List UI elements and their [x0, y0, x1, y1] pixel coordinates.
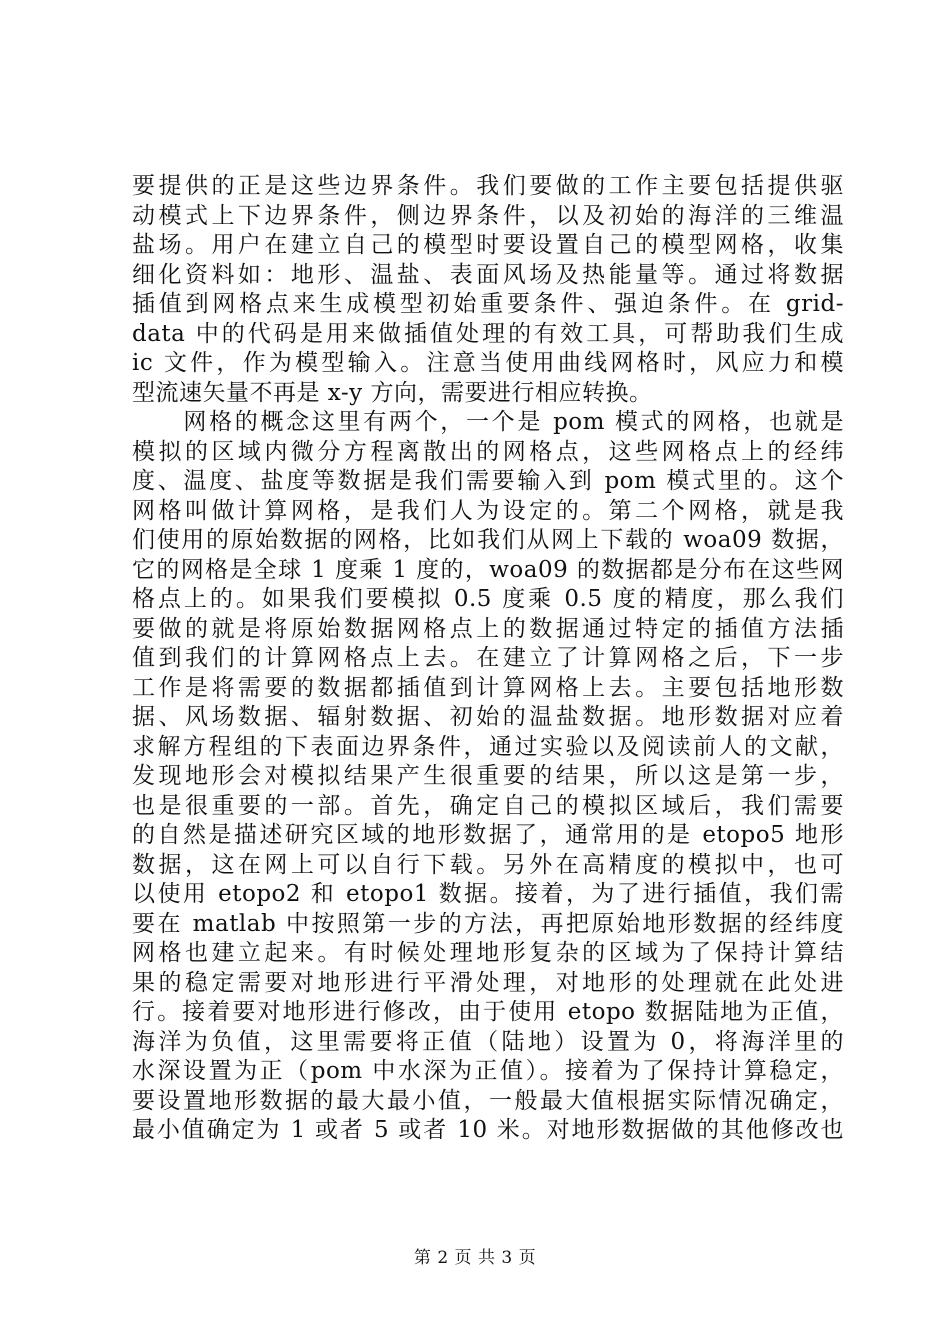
text-line: 度、温度、盐度等数据是我们需要输入到 pom 模式里的。这个	[132, 468, 844, 494]
text-line: 细化资料如：地形、温盐、表面风场及热能量等。通过将数据	[132, 261, 844, 288]
text-line: 格点上的。如果我们要模拟 0.5 度乘 0.5 度的精度，那么我们	[132, 586, 844, 612]
paragraph-1	[132, 172, 844, 408]
text-line: 们使用的原始数据的网格，比如我们从网上下载的 woa09 数据，	[132, 527, 844, 553]
text-line: 动模式上下边界条件，侧边界条件，以及初始的海洋的三维温	[132, 202, 844, 229]
text-line: 要做的就是将原始数据网格点上的数据通过特定的插值方法插	[132, 615, 844, 642]
text-line: 以使用 etopo2 和 etopo1 数据。接着，为了进行插值，我们需	[132, 881, 844, 907]
text-line: 行。接着要对地形进行修改，由于使用 etopo 数据陆地为正值，	[132, 999, 844, 1025]
text-line: 也是很重要的一部。首先，确定自己的模拟区域后，我们需要	[132, 792, 844, 819]
text-line: 型流速矢量不再是 x-y 方向，需要进行相应转换。	[132, 379, 653, 406]
page-body	[132, 172, 844, 1146]
text-line: 值到我们的计算网格点上去。在建立了计算网格之后，下一步	[132, 645, 844, 671]
page-number-footer: 第 2 页 共 3 页	[413, 1248, 537, 1268]
paragraph-2	[132, 408, 844, 1146]
text-line: 数据，这在网上可以自行下载。另外在高精度的模拟中，也可	[132, 851, 844, 878]
text-line: 要设置地形数据的最大最小值，一般最大值根据实际情况确定，	[132, 1087, 844, 1114]
text-line: 求解方程组的下表面边界条件，通过实验以及阅读前人的文献，	[132, 733, 844, 760]
text-line: 要在 matlab 中按照第一步的方法，再把原始地形数据的经纬度	[132, 910, 844, 937]
text-line: 的自然是描述研究区域的地形数据了，通常用的是 etopo5 地形	[132, 822, 844, 848]
text-line: 插值到网格点来生成模型初始重要条件、强迫条件。在 grid-	[132, 291, 844, 317]
text-line: 网格也建立起来。有时候处理地形复杂的区域为了保持计算结	[132, 940, 844, 966]
text-line: 发现地形会对模拟结果产生很重要的结果，所以这是第一步，	[132, 763, 844, 789]
text-line: 盐场。用户在建立自己的模型时要设置自己的模型网格，收集	[132, 232, 844, 258]
text-line: 海洋为负值，这里需要将正值（陆地）设置为 0，将海洋里的	[132, 1028, 844, 1055]
text-line: ic 文件，作为模型输入。注意当使用曲线网格时，风应力和模	[132, 350, 844, 376]
text-line: 要提供的正是这些边界条件。我们要做的工作主要包括提供驱	[132, 173, 844, 199]
text-line: 果的稳定需要对地形进行平滑处理，对地形的处理就在此处进	[132, 969, 844, 996]
text-line: 网格的概念这里有两个，一个是 pom 模式的网格，也就是	[132, 409, 844, 435]
text-line: 工作是将需要的数据都插值到计算网格上去。主要包括地形数	[132, 674, 844, 701]
text-line: 最小值确定为 1 或者 5 或者 10 米。对地形数据做的其他修改也	[132, 1117, 844, 1143]
text-line: 网格叫做计算网格，是我们人为设定的。第二个网格，就是我	[132, 497, 844, 524]
text-line: data 中的代码是用来做插值处理的有效工具，可帮助我们生成	[132, 320, 844, 347]
text-line: 水深设置为正（pom 中水深为正值）。接着为了保持计算稳定，	[132, 1058, 844, 1084]
text-line: 据、风场数据、辐射数据、初始的温盐数据。地形数据对应着	[132, 704, 844, 730]
text-line: 模拟的区域内微分方程离散出的网格点，这些网格点上的经纬	[132, 438, 844, 465]
text-line: 它的网格是全球 1 度乘 1 度的，woa09 的数据都是分布在这些网	[132, 556, 844, 583]
